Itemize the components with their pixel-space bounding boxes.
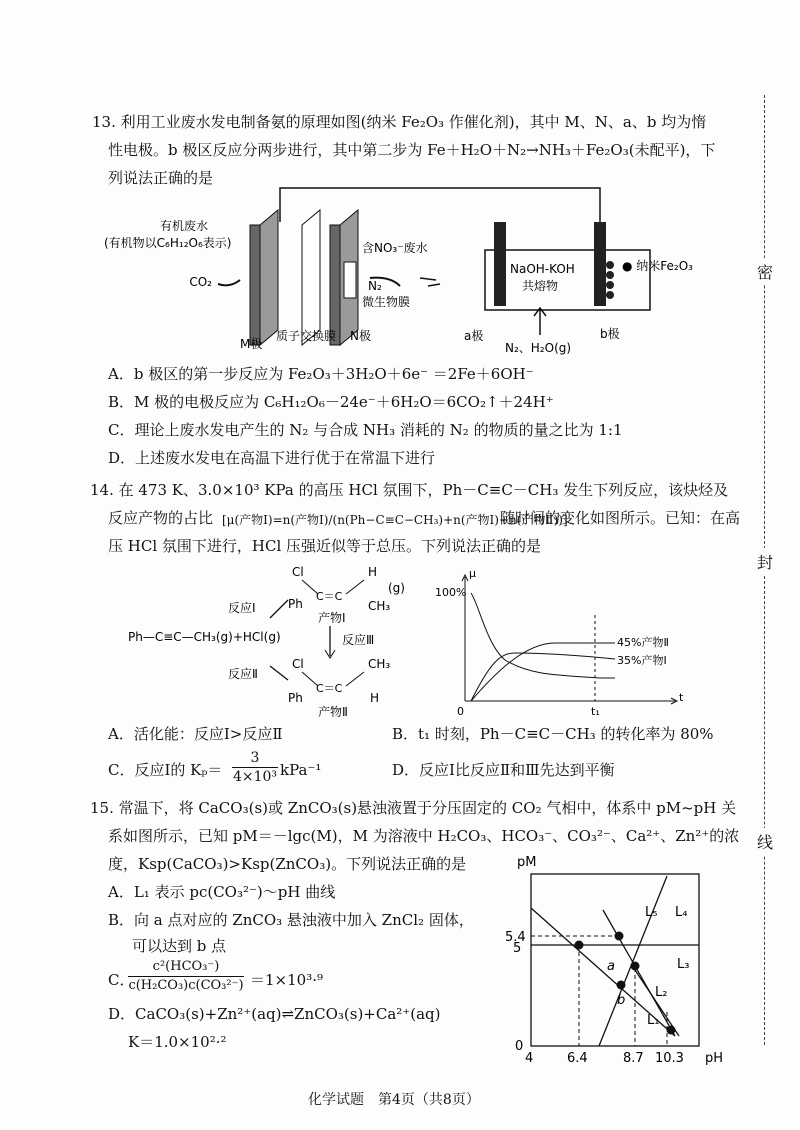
q14-reaction-scheme <box>120 560 430 720</box>
q15-pm-ph-graph <box>495 852 725 1067</box>
q14-line3: 压 HCl 氛围下进行，HCl 压强近似等于总压。下列说法正确的是 <box>108 537 542 555</box>
svg-text:μ: μ <box>469 567 476 580</box>
label-point-a: a <box>607 959 615 974</box>
label-ph-axis: pH <box>705 1051 724 1066</box>
svg-text:C＝C: C＝C <box>316 682 343 695</box>
label-product-1-35: 35%产物Ⅰ <box>617 654 667 667</box>
q15-option-d-1: D．CaCO₃(s)+Zn²⁺(aq)⇌ZnCO₃(s)+Ca²⁺(aq) <box>108 1005 441 1023</box>
page-footer: 化学试题 第4页（共8页） <box>308 1092 480 1108</box>
side-mark-feng: 封 <box>757 548 773 575</box>
q15-option-a: A．L₁ 表示 pc(CO₃²⁻)～pH 曲线 <box>108 883 336 901</box>
label-t1: t₁ <box>591 705 600 718</box>
label-membrane: 质子交换膜 <box>276 329 337 343</box>
q14-option-c-unit: kPa⁻¹ <box>280 761 322 779</box>
q14-ratio-graph <box>435 565 695 720</box>
label-melt2: 共熔物 <box>522 279 559 293</box>
label-product-2: 产物Ⅱ <box>318 705 348 719</box>
label-n2: N₂ <box>368 279 382 293</box>
label-organic: 有机废水 <box>160 219 209 233</box>
svg-text:C＝C: C＝C <box>316 590 343 603</box>
q15-line3: 度，Ksp(CaCO₃)>Ksp(ZnCO₃)。下列说法正确的是 <box>108 855 467 873</box>
label-product-2-45: 45%产物Ⅱ <box>617 636 669 649</box>
svg-text:6.4: 6.4 <box>567 1051 588 1066</box>
svg-text:5.4: 5.4 <box>505 930 526 945</box>
side-mark-xian: 线 <box>757 828 773 855</box>
svg-text:CH₃: CH₃ <box>368 657 391 671</box>
label-feed: N₂、H₂O(g) <box>505 341 572 355</box>
svg-text:CH₃: CH₃ <box>368 599 391 613</box>
q13-option-c: C．理论上废水发电产生的 N₂ 与合成 NH₃ 消耗的 N₂ 的物质的量之比为 1:1 <box>108 421 623 439</box>
label-reaction-3: 反应Ⅲ <box>342 633 375 647</box>
q14-option-b: B．t₁ 时刻，Ph－C≡C－CH₃ 的转化率为 80% <box>392 725 714 743</box>
q14-option-c-fraction: 3 4×10³ <box>232 750 278 785</box>
q14-line2b: 随时间的变化如图所示。已知：在高 <box>500 509 741 527</box>
svg-text:Ph: Ph <box>288 691 303 705</box>
svg-text:Cl: Cl <box>292 657 304 671</box>
q13-line3: 列说法正确的是 <box>108 169 214 187</box>
q14-formula: [μ(产物Ⅰ)=n(产物Ⅰ)/(n(Ph−C≡C−CH₃)+n(产物Ⅰ)+n(产物Ⅱ))] <box>222 513 568 527</box>
label-microbe: 微生物膜 <box>362 295 411 309</box>
q15-option-b-1: B．向 a 点对应的 ZnCO₃ 悬浊液中加入 ZnCl₂ 固体， <box>108 911 474 929</box>
q15-option-c-post: ＝1×10³·⁹ <box>250 971 323 989</box>
q14-option-d: D．反应Ⅰ比反应Ⅱ和Ⅲ先达到平衡 <box>392 761 615 779</box>
q14-line1: 14. 在 473 K、3.0×10³ KPa 的高压 HCl 氛围下，Ph－C≡C－CH₃ 发生下列反应，该炔烃及 <box>90 481 729 499</box>
svg-text:Cl: Cl <box>292 565 304 579</box>
side-mark-mi: 密 <box>757 258 773 285</box>
label-no3: 含NO₃⁻废水 <box>362 241 428 255</box>
svg-text:H: H <box>370 691 380 705</box>
label-L5: L₅ <box>645 905 658 920</box>
q14-line2a: 反应产物的占比 <box>108 509 214 527</box>
label-L3: L₃ <box>677 957 690 972</box>
label-reaction-1: 反应Ⅰ <box>228 601 256 615</box>
svg-text:(g): (g) <box>388 581 405 595</box>
label-a-electrode: a极 <box>464 329 484 343</box>
q15-option-c-fraction: c²(HCO₃⁻) c(H₂CO₃)c(CO₃²⁻) <box>128 959 244 993</box>
label-L4: L₄ <box>675 905 688 920</box>
q13-option-a: A．b 极区的第一步反应为 Fe₂O₃＋3H₂O＋6e⁻ ＝2Fe＋6OH⁻ <box>108 365 534 383</box>
label-n-electrode: N极 <box>350 329 371 343</box>
svg-text:8.7: 8.7 <box>623 1051 644 1066</box>
svg-text:4: 4 <box>525 1051 534 1066</box>
svg-text:t: t <box>679 691 684 704</box>
q15-line2: 系如图所示，已知 pM＝－lgc(M)，M 为溶液中 H₂CO₃、HCO₃⁻、CO₃²⁻、Ca²⁺、Zn²⁺的浓 <box>108 827 740 845</box>
label-product-1: 产物Ⅰ <box>318 611 346 625</box>
q15-line1: 15. 常温下，将 CaCO₃(s)或 ZnCO₃(s)悬浊液置于分压固定的 CO₂ 气相中，体系中 pM~pH 关 <box>90 799 737 817</box>
svg-text:H: H <box>368 565 378 579</box>
label-100pct: 100% <box>435 586 467 599</box>
label-m-electrode: M极 <box>240 337 263 351</box>
q15-option-b-2: 可以达到 b 点 <box>132 937 227 955</box>
label-organic-note: (有机物以C₆H₁₂O₆表示) <box>104 236 232 250</box>
q13-option-d: D．上述废水发电在高温下进行优于在常温下进行 <box>108 449 436 467</box>
label-pm-axis: pM <box>517 855 537 870</box>
q15-option-c-pre: C． <box>108 971 135 989</box>
label-reactant: Ph—C≡C—CH₃(g)+HCl(g) <box>128 630 281 644</box>
svg-text:0: 0 <box>457 705 464 718</box>
label-point-b: b <box>617 993 626 1008</box>
label-melt: NaOH-KOH <box>510 262 575 276</box>
q15-option-d-2: K＝1.0×10²·² <box>128 1033 227 1051</box>
q14-option-a: A．活化能：反应Ⅰ>反应Ⅱ <box>108 725 283 743</box>
label-reaction-2: 反应Ⅱ <box>228 667 258 681</box>
svg-text:0: 0 <box>515 1039 524 1054</box>
svg-text:10.3: 10.3 <box>655 1051 684 1066</box>
label-nano-fe2o3: ● 纳米Fe₂O₃ <box>622 259 693 273</box>
q13-line2: 性电极。b 极区反应分两步进行，其中第二步为 Fe＋H₂O＋N₂→NH₃＋Fe₂O₃(未配平)，下 <box>108 141 716 159</box>
label-L1: L₁ <box>647 1013 660 1028</box>
q13-option-b: B．M 极的电极反应为 C₆H₁₂O₆－24e⁻＋6H₂O＝6CO₂↑＋24H⁺ <box>108 393 554 411</box>
label-b-electrode: b极 <box>600 327 620 341</box>
q14-option-c-pre: C．反应Ⅰ的 Kₚ＝ <box>108 761 223 779</box>
q13-line1: 13. 利用工业废水发电制备氨的原理如图(纳米 Fe₂O₃ 作催化剂)，其中 M、N、a、b 均为惰 <box>92 113 707 131</box>
label-L2: L₂ <box>655 985 668 1000</box>
label-co2: CO₂ <box>189 275 212 289</box>
svg-text:5: 5 <box>513 941 522 956</box>
svg-text:Ph: Ph <box>288 597 303 611</box>
q13-cell-diagram <box>100 180 740 355</box>
